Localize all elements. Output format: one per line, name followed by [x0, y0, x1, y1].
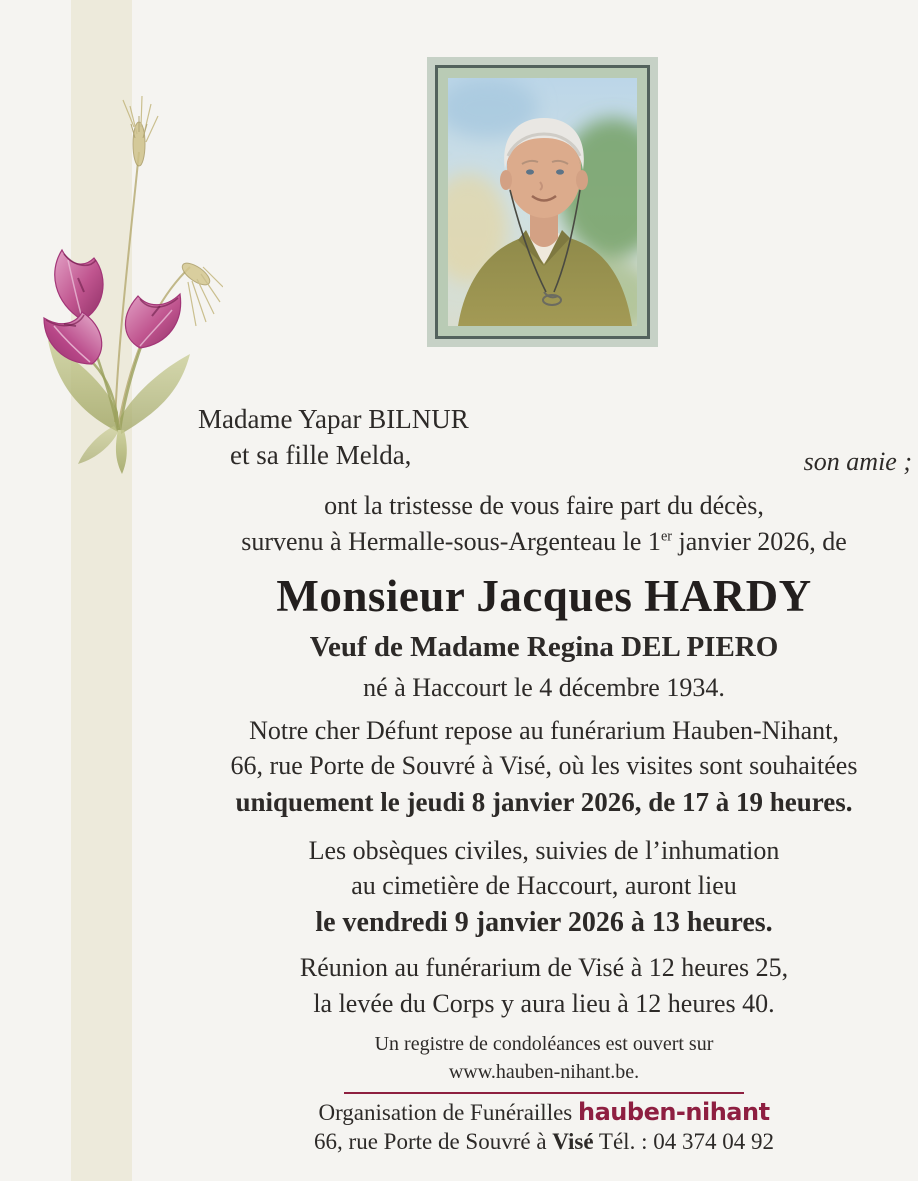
register-line-1: Un registre de condoléances est ouvert sur	[374, 1033, 714, 1055]
organisation-label: Organisation de Funérailles	[318, 1100, 579, 1125]
footer-address-post: Tél. : 04 374 04 92	[593, 1129, 774, 1154]
footer-address-line	[170, 1129, 918, 1155]
funeral-line-2: au cimetière de Haccourt, auront lieu	[351, 871, 737, 900]
funeral-date-line: le vendredi 9 janvier 2026 à 13 heures.	[315, 907, 773, 938]
funeral-home-brand: hauben-nihant	[578, 1098, 770, 1126]
repose-line-2: 66, rue Porte de Souvré à Visé, où les visites sont souhaitées	[230, 751, 858, 780]
relation-note: son amie ;	[803, 447, 912, 476]
announcement-text-block	[170, 0, 918, 1181]
footer-divider	[344, 1092, 744, 1094]
mourner-name: Madame Yapar BILNUR	[198, 404, 469, 434]
footer-organisation-line	[170, 1099, 918, 1127]
footer-address-pre: 66, rue Porte de Souvré à	[314, 1129, 553, 1154]
intro-line-1: ont la tristesse de vous faire part du décès,	[324, 491, 764, 520]
footer-address-city: Visé	[552, 1129, 594, 1154]
repose-line-1: Notre cher Défunt repose au funérarium Hauben-Nihant,	[249, 716, 839, 745]
meeting-line-1: Réunion au funérarium de Visé à 12 heures 25,	[299, 953, 789, 982]
visiting-hours-line: uniquement le jeudi 8 janvier 2026, de 17 à 19 heures.	[235, 787, 853, 817]
birth-line: né à Haccourt le 4 décembre 1934.	[363, 673, 725, 702]
meeting-line-2: la levée du Corps y aura lieu à 12 heures 40.	[313, 989, 775, 1018]
intro-line-2	[170, 527, 918, 557]
ordinal-suffix: er	[660, 528, 673, 545]
register-website: www.hauben-nihant.be.	[448, 1061, 640, 1083]
funeral-line-1: Les obsèques civiles, suivies de l’inhumation	[308, 836, 780, 865]
intro-line-2-pre: survenu à Hermalle-sous-Argenteau le 1	[241, 527, 661, 556]
intro-line-2-post: janvier 2026, de	[672, 527, 847, 556]
mourner-daughter: et sa fille Melda,	[230, 440, 412, 470]
widower-line: Veuf de Madame Regina DEL PIERO	[309, 631, 779, 663]
deceased-name: Monsieur Jacques HARDY	[276, 571, 812, 621]
